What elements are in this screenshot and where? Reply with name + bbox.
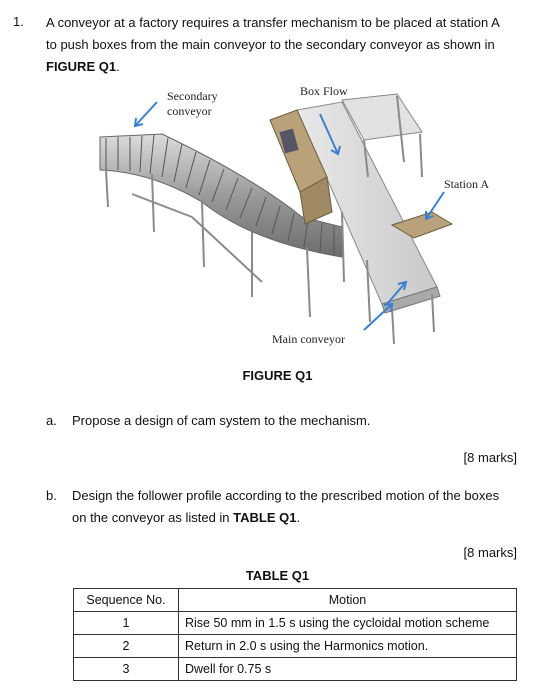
figure-caption: FIGURE Q1 xyxy=(242,368,313,383)
station-a-label: Station A xyxy=(444,177,490,191)
figure-reference: FIGURE Q1 xyxy=(46,59,117,74)
sequence-cell: 2 xyxy=(74,635,179,658)
motion-table xyxy=(73,588,517,681)
part-b-marks: [8 marks] xyxy=(463,545,517,560)
header-sequence: Sequence No. xyxy=(74,589,179,612)
question-line-2: to push boxes from the main conveyor to the secondary conveyor as shown in xyxy=(46,37,495,52)
question-period: . xyxy=(116,59,120,74)
sequence-cell: 1 xyxy=(74,612,179,635)
secondary-arrow-icon xyxy=(135,102,157,126)
part-a-marks: [8 marks] xyxy=(463,450,517,465)
conveyor-figure xyxy=(92,82,492,352)
table-caption: TABLE Q1 xyxy=(245,568,310,583)
question-number: 1. xyxy=(13,14,24,29)
table-row xyxy=(74,612,517,635)
main-conveyor-label: Main conveyor xyxy=(272,332,345,346)
part-a-letter: a. xyxy=(46,413,57,428)
part-a-text: Propose a design of cam system to the mechanism. xyxy=(72,413,371,428)
table-row xyxy=(74,635,517,658)
motion-cell: Return in 2.0 s using the Harmonics motion. xyxy=(179,635,517,658)
question-text xyxy=(46,12,524,78)
table-header-row xyxy=(74,589,517,612)
secondary-label-line-2: conveyor xyxy=(167,104,212,118)
sequence-cell: 3 xyxy=(74,658,179,681)
part-b-period: . xyxy=(296,510,301,525)
part-b-line-2: on the conveyor as listed in xyxy=(72,510,234,525)
main-conveyor-arrow-icon xyxy=(364,304,392,330)
part-b-line-1: Design the follower profile according to the prescribed motion of the boxes xyxy=(72,488,500,503)
secondary-label-line-1: Secondary xyxy=(167,89,218,103)
motion-cell: Dwell for 0.75 s xyxy=(179,658,517,681)
header-motion: Motion xyxy=(179,589,517,612)
part-b-letter: b. xyxy=(46,488,57,503)
secondary-conveyor-label xyxy=(167,89,218,119)
table-reference: TABLE Q1 xyxy=(233,510,297,525)
conveyor-illustration xyxy=(92,82,492,352)
motion-cell: Rise 50 mm in 1.5 s using the cycloidal motion scheme xyxy=(179,612,517,635)
question-line-1: A conveyor at a factory requires a transfer mechanism to be placed at station A xyxy=(46,15,500,30)
table-row xyxy=(74,658,517,681)
box-flow-label: Box Flow xyxy=(300,84,348,98)
part-b-text xyxy=(72,485,524,529)
